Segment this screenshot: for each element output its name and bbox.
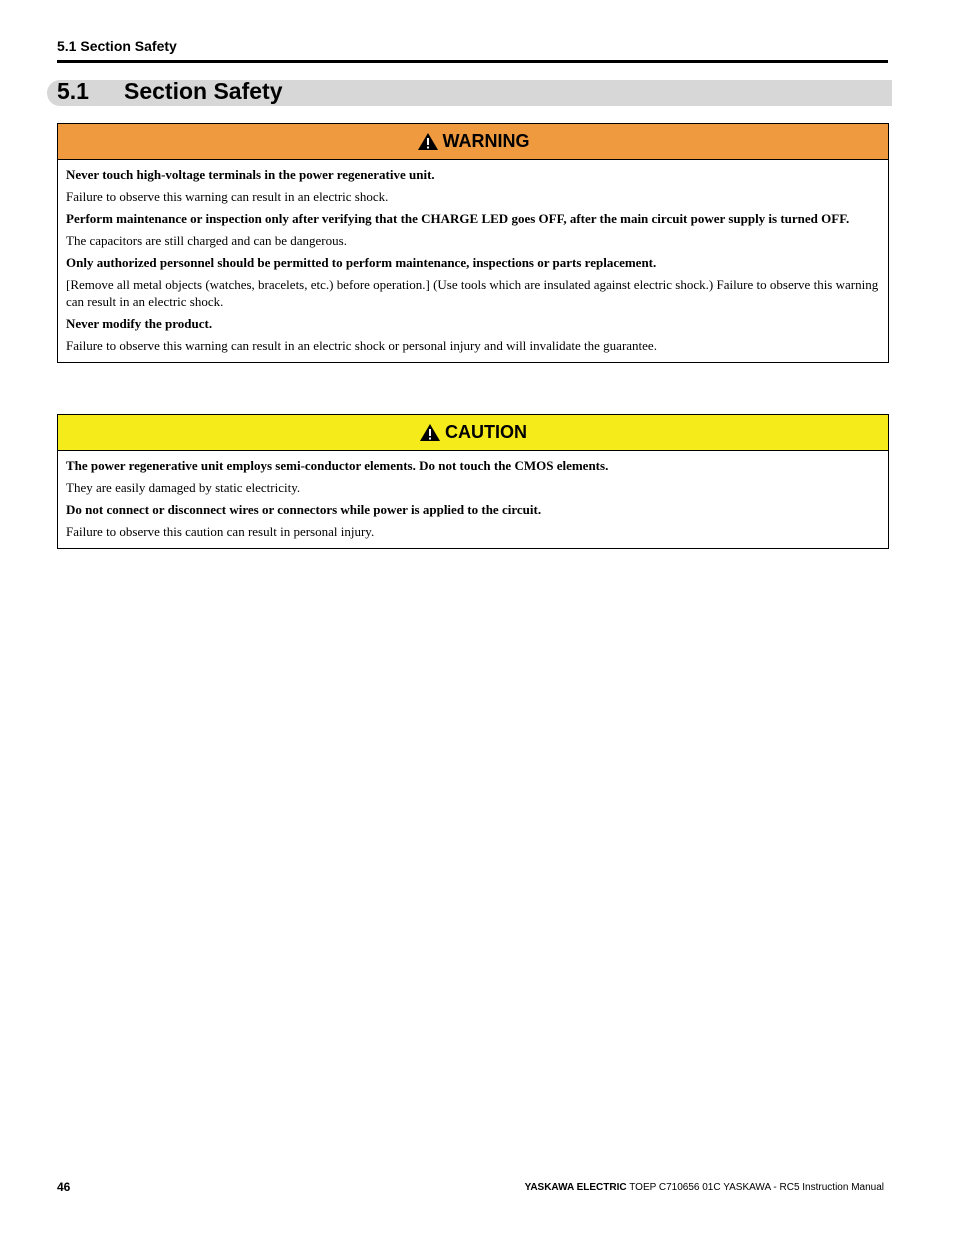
warning-item-title: Only authorized personnel should be permitted to perform maintenance, inspections or parts replacement.	[66, 255, 657, 270]
warning-box	[57, 123, 889, 363]
caution-box	[57, 414, 889, 549]
caution-header	[58, 415, 888, 451]
warning-triangle-icon	[417, 132, 439, 151]
caution-item-text: Failure to observe this caution can result in personal injury.	[66, 524, 375, 539]
warning-item-text: [Remove all metal objects (watches, bracelets, etc.) before operation.] (Use tools which are insulated against electric shock.) Failure to observe this warning can result in an electric shock.	[66, 277, 879, 309]
caution-body	[58, 451, 888, 548]
header-rule	[57, 60, 888, 63]
warning-item-text: Failure to observe this warning can result in an electric shock or personal injury and will invalidate the guarantee.	[66, 338, 657, 353]
warning-item-title: Never touch high-voltage terminals in the power regenerative unit.	[66, 167, 435, 182]
running-header: 5.1 Section Safety	[57, 38, 177, 54]
warning-triangle-icon	[419, 423, 441, 442]
warning-label: WARNING	[442, 131, 530, 151]
caution-item-title: The power regenerative unit employs semi-conductor elements. Do not touch the CMOS elements.	[66, 458, 609, 473]
section-title: Section Safety	[124, 78, 283, 104]
warning-item-text: Failure to observe this warning can result in an electric shock.	[66, 189, 389, 204]
footer-manual: TOEP C710656 01C YASKAWA - RC5 Instruction Manual	[629, 1182, 884, 1193]
warning-item-title: Never modify the product.	[66, 316, 213, 331]
warning-item-text: The capacitors are still charged and can be dangerous.	[66, 233, 347, 248]
footer-manual-info	[525, 1182, 884, 1193]
warning-body	[58, 160, 888, 362]
caution-item-text: They are easily damaged by static electricity.	[66, 480, 301, 495]
warning-header	[58, 124, 888, 160]
page-number: 46	[57, 1180, 71, 1194]
section-number: 5.1	[57, 78, 89, 104]
footer-company: YASKAWA ELECTRIC	[524, 1182, 627, 1193]
caution-label: CAUTION	[445, 422, 527, 442]
warning-item-title: Perform maintenance or inspection only after verifying that the CHARGE LED goes OFF, after the main circuit power supply is turned OFF.	[66, 211, 850, 226]
caution-item-title: Do not connect or disconnect wires or connectors while power is applied to the circuit.	[66, 502, 542, 517]
